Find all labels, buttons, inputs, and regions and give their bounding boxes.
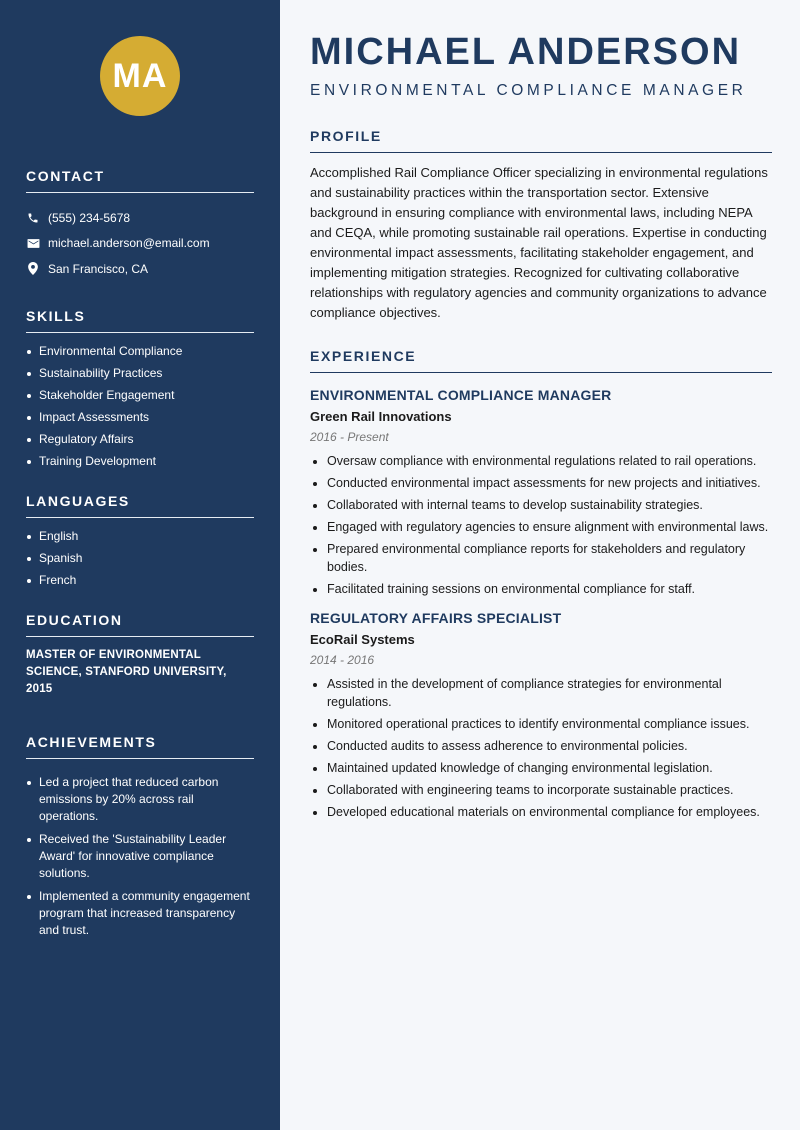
skills-heading: SKILLS (26, 308, 254, 333)
skills-section (26, 308, 254, 470)
language-item: English (26, 528, 254, 545)
contact-location-text: San Francisco, CA (48, 261, 149, 276)
contact-section (26, 168, 254, 282)
phone-icon (26, 211, 40, 225)
languages-list (26, 528, 254, 589)
job-bullet: Collaborated with engineering teams to incorporate sustainable practices. (310, 782, 772, 800)
achievement-item: Led a project that reduced carbon emissions by 20% across rail operations. (26, 774, 254, 825)
job-bullet: Conducted environmental impact assessments for new projects and initiatives. (310, 475, 772, 493)
contact-location (26, 256, 254, 282)
achievements-list (26, 774, 254, 939)
avatar-initials: MA (112, 56, 168, 95)
experience-section (310, 348, 772, 821)
languages-heading: LANGUAGES (26, 493, 254, 518)
candidate-name: MICHAEL ANDERSON (310, 31, 742, 73)
job-bullet: Monitored operational practices to identify environmental compliance issues. (310, 716, 772, 734)
job-entry (310, 610, 772, 821)
job-bullet: Prepared environmental compliance reports for stakeholders and regulatory bodies. (310, 541, 772, 576)
job-bullet: Conducted audits to assess adherence to environmental policies. (310, 738, 772, 756)
skill-item: Environmental Compliance (26, 343, 254, 360)
achievement-item: Implemented a community engagement program that increased transparency and trust. (26, 888, 254, 939)
skill-item: Stakeholder Engagement (26, 387, 254, 404)
location-icon (26, 262, 40, 276)
achievements-heading: ACHIEVEMENTS (26, 734, 254, 759)
job-bullet: Oversaw compliance with environmental regulations related to rail operations. (310, 453, 772, 471)
job-bullets (310, 453, 772, 598)
achievements-section (26, 734, 254, 939)
contact-heading: CONTACT (26, 168, 254, 193)
skill-item: Impact Assessments (26, 409, 254, 426)
job-role: ENVIRONMENTAL COMPLIANCE MANAGER (310, 387, 612, 403)
contact-email (26, 231, 254, 257)
experience-heading: EXPERIENCE (310, 348, 772, 373)
job-bullet: Maintained updated knowledge of changing environmental legislation. (310, 760, 772, 778)
candidate-title: ENVIRONMENTAL COMPLIANCE MANAGER (310, 82, 747, 99)
language-item: Spanish (26, 550, 254, 567)
skill-item: Sustainability Practices (26, 365, 254, 382)
email-icon (26, 236, 40, 250)
profile-section (310, 128, 772, 323)
profile-text: Accomplished Rail Compliance Officer specializing in environmental regulations and sustainability practices within the transportation sector. Extensive background in ensuring compliance with environmental laws, including NEPA and CEQA, while promoting sustainable rail operations. Expertise in conducting environmental impact assessments, facilitating stakeholder engagement, and implementing mitigation strategies. Recognized for cultivating collaborative relationships with regulatory agencies and community organizations to advance compliance objectives. (310, 165, 768, 320)
job-bullets (310, 676, 772, 821)
languages-section (26, 493, 254, 589)
education-section (26, 612, 254, 698)
job-bullet: Engaged with regulatory agencies to ensure alignment with environmental laws. (310, 519, 772, 537)
contact-list (26, 205, 254, 282)
skill-item: Training Development (26, 453, 254, 470)
job-bullet: Assisted in the development of compliance strategies for environmental regulations. (310, 676, 772, 711)
main-content (310, 30, 772, 826)
job-bullet: Developed educational materials on environmental compliance for employees. (310, 804, 772, 822)
job-role: REGULATORY AFFAIRS SPECIALIST (310, 610, 562, 626)
sidebar (0, 0, 280, 1130)
profile-heading: PROFILE (310, 128, 772, 153)
job-bullet: Facilitated training sessions on environmental compliance for staff. (310, 581, 772, 599)
education-heading: EDUCATION (26, 612, 254, 637)
achievement-item: Received the 'Sustainability Leader Award' for innovative compliance solutions. (26, 831, 254, 882)
skill-item: Regulatory Affairs (26, 431, 254, 448)
language-item: French (26, 572, 254, 589)
job-bullet: Collaborated with internal teams to develop sustainability strategies. (310, 497, 772, 515)
skills-list (26, 343, 254, 470)
education-text: MASTER OF ENVIRONMENTAL SCIENCE, STANFORD UNIVERSITY, 2015 (26, 648, 227, 695)
avatar (100, 36, 180, 116)
job-company: EcoRail Systems (310, 632, 415, 647)
contact-email-text[interactable]: michael.anderson@email.com (48, 236, 210, 251)
job-entry (310, 387, 772, 598)
job-dates: 2016 - Present (310, 430, 389, 444)
job-dates: 2014 - 2016 (310, 653, 375, 667)
contact-phone (26, 205, 254, 231)
job-company: Green Rail Innovations (310, 409, 452, 424)
contact-phone-text[interactable]: (555) 234-5678 (48, 210, 131, 225)
